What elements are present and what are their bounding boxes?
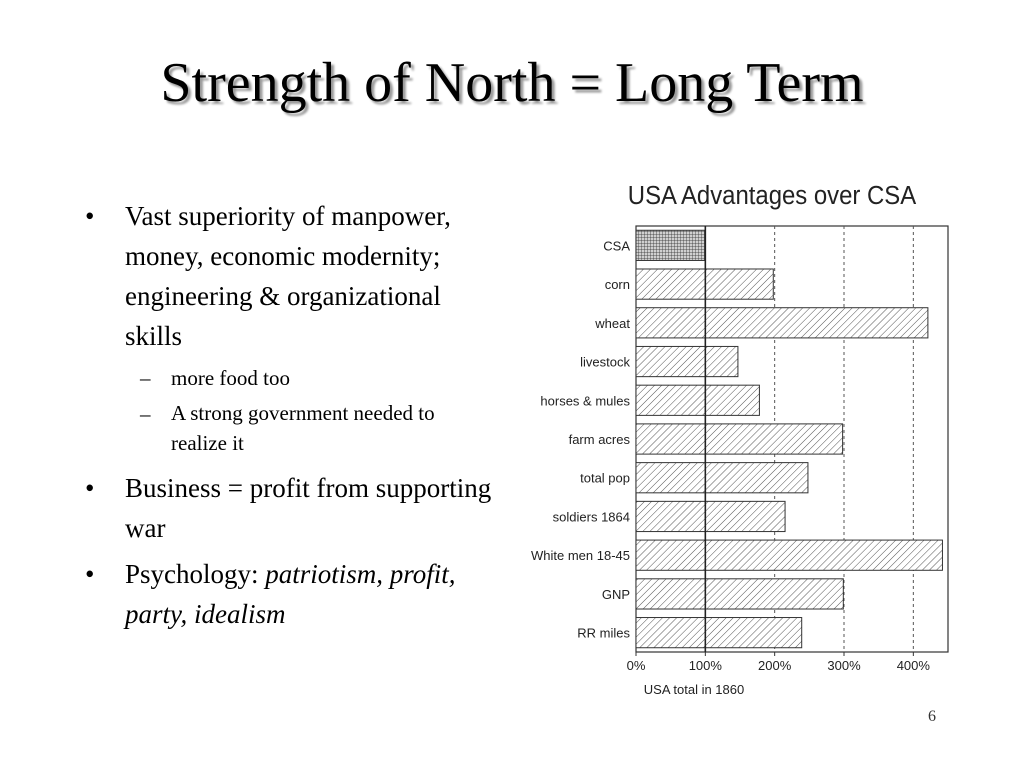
y-tick-label: White men 18-45 [531,548,630,564]
y-tick-label: farm acres [568,432,630,447]
y-tick-label: livestock [580,354,630,370]
x-tick-label: 100% [688,658,722,673]
bar [636,501,785,531]
bar [636,540,942,570]
bullet-text: skills [125,321,183,351]
sub-bullet-government [140,398,523,458]
page-number: 6 [928,708,936,725]
bullet-dot: • [85,559,95,589]
y-tick-label: soldiers 1864 [552,509,630,525]
bullet-list [85,196,523,666]
bullet-text: money, economic modernity; [125,241,441,271]
sub-bullet-text: A strong government needed to [171,401,435,425]
y-tick-label: horses & mules [540,393,630,409]
chart-svg [524,162,960,702]
bar [636,308,928,338]
bullet-text-italic: patriotism, profit, [265,559,456,589]
sub-bullet-food [140,362,523,394]
sub-bullet-text: more food too [171,366,290,390]
sub-bullet-dash: – [140,366,151,390]
bullet-business [85,468,523,548]
bar [636,618,802,648]
slide-title: Strength of North = Long Term [160,52,864,114]
chart-x-axis-label: USA total in 1860 [643,682,745,697]
bullet-manpower [85,196,523,356]
x-tick-label: 0% [626,658,646,673]
bullet-psychology [85,554,523,634]
bar [636,346,738,376]
usa-advantages-chart [524,162,960,702]
bullet-text: Psychology: [125,559,266,589]
x-tick-label: 400% [896,658,930,673]
chart-title: USA Advantages over CSA [627,181,917,211]
x-tick-label: 200% [758,658,792,673]
bar [636,385,759,415]
bar [636,230,705,260]
bullet-dot: • [85,473,95,503]
y-tick-label: total pop [580,470,630,486]
sub-bullet-text: realize it [171,431,244,455]
y-tick-label: CSA [603,238,630,254]
y-tick-label: GNP [601,586,630,602]
bar [636,579,843,609]
bullet-text-italic: party, idealism [125,599,286,629]
y-tick-label: corn [604,277,630,293]
bar [636,424,843,454]
bullet-dot: • [85,201,95,231]
bullet-text: Business = profit from supporting [125,473,492,503]
bar [636,463,808,493]
y-tick-label: wheat [595,315,630,331]
bullet-text: engineering & organizational [125,281,441,311]
x-tick-label: 300% [827,658,861,673]
sub-bullet-dash: – [140,402,151,426]
bullet-text: Vast superiority of manpower, [125,201,451,231]
bullet-text: war [125,513,166,543]
y-tick-label: RR miles [577,625,630,641]
